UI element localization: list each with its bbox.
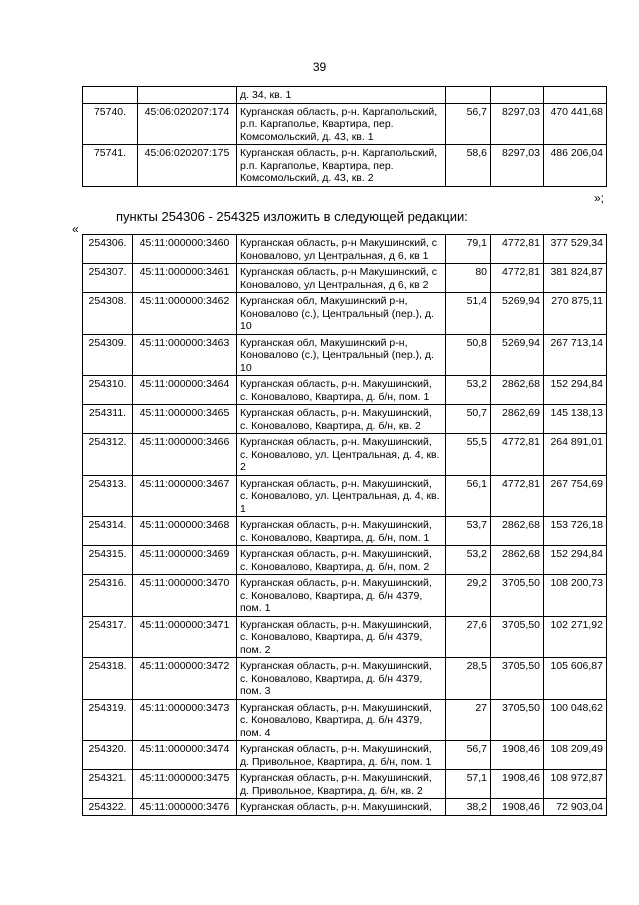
cadastral-number-cell: 45:11:000000:3472 [133,658,237,700]
address-cell: Курганская область, р-н. Макушинский, с. Коновалово, ул. Центральная, д. 4, кв. 1 [237,475,446,517]
total-value-cell: 100 048,62 [544,699,607,741]
table-row [83,658,607,700]
unit-price-cell: 2862,68 [491,376,544,405]
cadastral-number-cell [138,87,237,104]
table-row [83,293,607,335]
unit-price-cell: 1908,46 [491,770,544,799]
address-cell: Курганская область, р-н. Макушинский, с. Коновалово, Квартира, д. б/н 4379, пом. 3 [237,658,446,700]
address-cell: Курганская область, р-н. Макушинский, с. Коновалово, Квартира, д. б/н 4379, пом. 1 [237,575,446,617]
unit-price-cell: 4772,81 [491,434,544,476]
area-cell: 56,7 [446,103,491,145]
cadastral-number-cell: 45:11:000000:3464 [133,376,237,405]
page-number: 39 [312,60,327,74]
unit-price-cell: 1908,46 [491,741,544,770]
table-row [83,575,607,617]
table-row [83,546,607,575]
address-cell: Курганская область, р-н. Макушинский, с. Коновалово, ул. Центральная, д. 4, кв. 2 [237,434,446,476]
area-cell: 80 [446,264,491,293]
property-table-continued [82,86,607,187]
unit-price-cell: 3705,50 [491,658,544,700]
row-number-cell: 254307. [83,264,133,293]
row-number-cell: 254315. [83,546,133,575]
address-cell: Курганская область, р-н. Макушинский, с. Коновалово, Квартира, д. б/н 4379, пом. 4 [237,699,446,741]
cadastral-number-cell: 45:11:000000:3474 [133,741,237,770]
total-value-cell: 108 209,49 [544,741,607,770]
total-value-cell: 377 529,34 [544,235,607,264]
unit-price-cell: 4772,81 [491,235,544,264]
unit-price-cell: 3705,50 [491,699,544,741]
address-cell: Курганская область, р-н. Каргапольский, р.п. Каргаполье, Квартира, пер. Комсомольский, д. 43, кв. 1 [237,103,446,145]
address-cell: Курганская обл, Макушинский р-н, Коновалово (с.), Центральный (пер.), д. 10 [237,293,446,335]
total-value-cell: 145 138,13 [544,405,607,434]
row-number-cell: 254313. [83,475,133,517]
area-cell [446,87,491,104]
area-cell: 55,5 [446,434,491,476]
table-row [83,87,607,104]
cadastral-number-cell: 45:11:000000:3471 [133,616,237,658]
row-number-cell: 254314. [83,517,133,546]
unit-price-cell: 8297,03 [491,103,544,145]
row-number-cell: 254306. [83,235,133,264]
cadastral-number-cell: 45:06:020207:175 [138,145,237,187]
total-value-cell: 486 206,04 [544,145,607,187]
address-cell: Курганская область, р-н. Макушинский, с. Коновалово, Квартира, д. б/н, пом. 1 [237,376,446,405]
cadastral-number-cell: 45:11:000000:3465 [133,405,237,434]
total-value-cell: 470 441,68 [544,103,607,145]
area-cell: 53,7 [446,517,491,546]
property-table [82,234,607,816]
total-value-cell: 381 824,87 [544,264,607,293]
cadastral-number-cell: 45:06:020207:174 [138,103,237,145]
area-cell: 27 [446,699,491,741]
cadastral-number-cell: 45:11:000000:3461 [133,264,237,293]
unit-price-cell: 2862,69 [491,405,544,434]
table-row [83,235,607,264]
total-value-cell: 72 903,04 [544,799,607,816]
row-number-cell [83,87,138,104]
total-value-cell: 153 726,18 [544,517,607,546]
table-row [83,517,607,546]
address-cell: Курганская область, р-н. Макушинский, с. Коновалово, Квартира, д. б/н, пом. 1 [237,517,446,546]
table-row [83,103,607,145]
row-number-cell: 75741. [83,145,138,187]
table-row [83,770,607,799]
address-cell: Курганская область, р-н. Макушинский, д. Привольное, Квартира, д. б/н, пом. 1 [237,741,446,770]
unit-price-cell: 3705,50 [491,616,544,658]
row-number-cell: 254320. [83,741,133,770]
area-cell: 56,1 [446,475,491,517]
table-row [83,616,607,658]
unit-price-cell: 8297,03 [491,145,544,187]
area-cell: 50,7 [446,405,491,434]
area-cell: 57,1 [446,770,491,799]
total-value-cell: 108 972,87 [544,770,607,799]
total-value-cell: 152 294,84 [544,546,607,575]
address-cell: Курганская область, р-н. Макушинский, с. Коновалово, Квартира, д. б/н 4379, пом. 2 [237,616,446,658]
row-number-cell: 254310. [83,376,133,405]
area-cell: 38,2 [446,799,491,816]
cadastral-number-cell: 45:11:000000:3463 [133,334,237,376]
unit-price-cell: 5269,94 [491,293,544,335]
unit-price-cell: 2862,68 [491,546,544,575]
cadastral-number-cell: 45:11:000000:3476 [133,799,237,816]
row-number-cell: 254308. [83,293,133,335]
unit-price-cell: 4772,81 [491,475,544,517]
row-number-cell: 254319. [83,699,133,741]
table-row [83,405,607,434]
total-value-cell: 105 606,87 [544,658,607,700]
opening-quote: « [72,222,79,236]
cadastral-number-cell: 45:11:000000:3470 [133,575,237,617]
table-row [83,475,607,517]
table-row [83,799,607,816]
address-cell: Курганская область, р-н Макушинский, с Коновалово, ул Центральная, д 6, кв 1 [237,235,446,264]
cadastral-number-cell: 45:11:000000:3473 [133,699,237,741]
unit-price-cell: 2862,68 [491,517,544,546]
area-cell: 29,2 [446,575,491,617]
address-cell: д. 34, кв. 1 [237,87,446,104]
row-number-cell: 254317. [83,616,133,658]
area-cell: 53,2 [446,376,491,405]
area-cell: 53,2 [446,546,491,575]
area-cell: 79,1 [446,235,491,264]
unit-price-cell: 1908,46 [491,799,544,816]
closing-quote: »; [594,191,605,205]
address-cell: Курганская обл, Макушинский р-н, Коновалово (с.), Центральный (пер.), д. 10 [237,334,446,376]
total-value-cell: 102 271,92 [544,616,607,658]
cadastral-number-cell: 45:11:000000:3475 [133,770,237,799]
table-row [83,334,607,376]
total-value-cell: 270 875,11 [544,293,607,335]
area-cell: 27,6 [446,616,491,658]
row-number-cell: 254321. [83,770,133,799]
total-value-cell: 108 200,73 [544,575,607,617]
row-number-cell: 254309. [83,334,133,376]
unit-price-cell: 4772,81 [491,264,544,293]
cadastral-number-cell: 45:11:000000:3469 [133,546,237,575]
row-number-cell: 254311. [83,405,133,434]
row-number-cell: 75740. [83,103,138,145]
unit-price-cell [491,87,544,104]
table-row [83,741,607,770]
cadastral-number-cell: 45:11:000000:3460 [133,235,237,264]
row-number-cell: 254318. [83,658,133,700]
area-cell: 51,4 [446,293,491,335]
cadastral-number-cell: 45:11:000000:3466 [133,434,237,476]
cadastral-number-cell: 45:11:000000:3468 [133,517,237,546]
table-row [83,264,607,293]
address-cell: Курганская область, р-н. Макушинский, д. Привольное, Квартира, д. б/н, кв. 2 [237,770,446,799]
row-number-cell: 254322. [83,799,133,816]
row-number-cell: 254312. [83,434,133,476]
cadastral-number-cell: 45:11:000000:3467 [133,475,237,517]
area-cell: 28,5 [446,658,491,700]
total-value-cell [544,87,607,104]
area-cell: 50,8 [446,334,491,376]
unit-price-cell: 5269,94 [491,334,544,376]
total-value-cell: 267 754,69 [544,475,607,517]
address-cell: Курганская область, р-н Макушинский, с Коновалово, ул Центральная, д 6, кв 2 [237,264,446,293]
address-cell: Курганская область, р-н. Макушинский, [237,799,446,816]
address-cell: Курганская область, р-н. Макушинский, с. Коновалово, Квартира, д. б/н, пом. 2 [237,546,446,575]
table-row [83,699,607,741]
address-cell: Курганская область, р-н. Макушинский, с. Коновалово, Квартира, д. б/н, кв. 2 [237,405,446,434]
total-value-cell: 264 891,01 [544,434,607,476]
table-row [83,145,607,187]
cadastral-number-cell: 45:11:000000:3462 [133,293,237,335]
table-row [83,434,607,476]
amendment-instruction: пункты 254306 - 254325 изложить в следующей редакции: [116,209,468,224]
total-value-cell: 267 713,14 [544,334,607,376]
address-cell: Курганская область, р-н. Каргапольский, р.п. Каргаполье, Квартира, пер. Комсомольский, д. 43, кв. 2 [237,145,446,187]
table-row [83,376,607,405]
area-cell: 56,7 [446,741,491,770]
total-value-cell: 152 294,84 [544,376,607,405]
row-number-cell: 254316. [83,575,133,617]
unit-price-cell: 3705,50 [491,575,544,617]
area-cell: 58,6 [446,145,491,187]
